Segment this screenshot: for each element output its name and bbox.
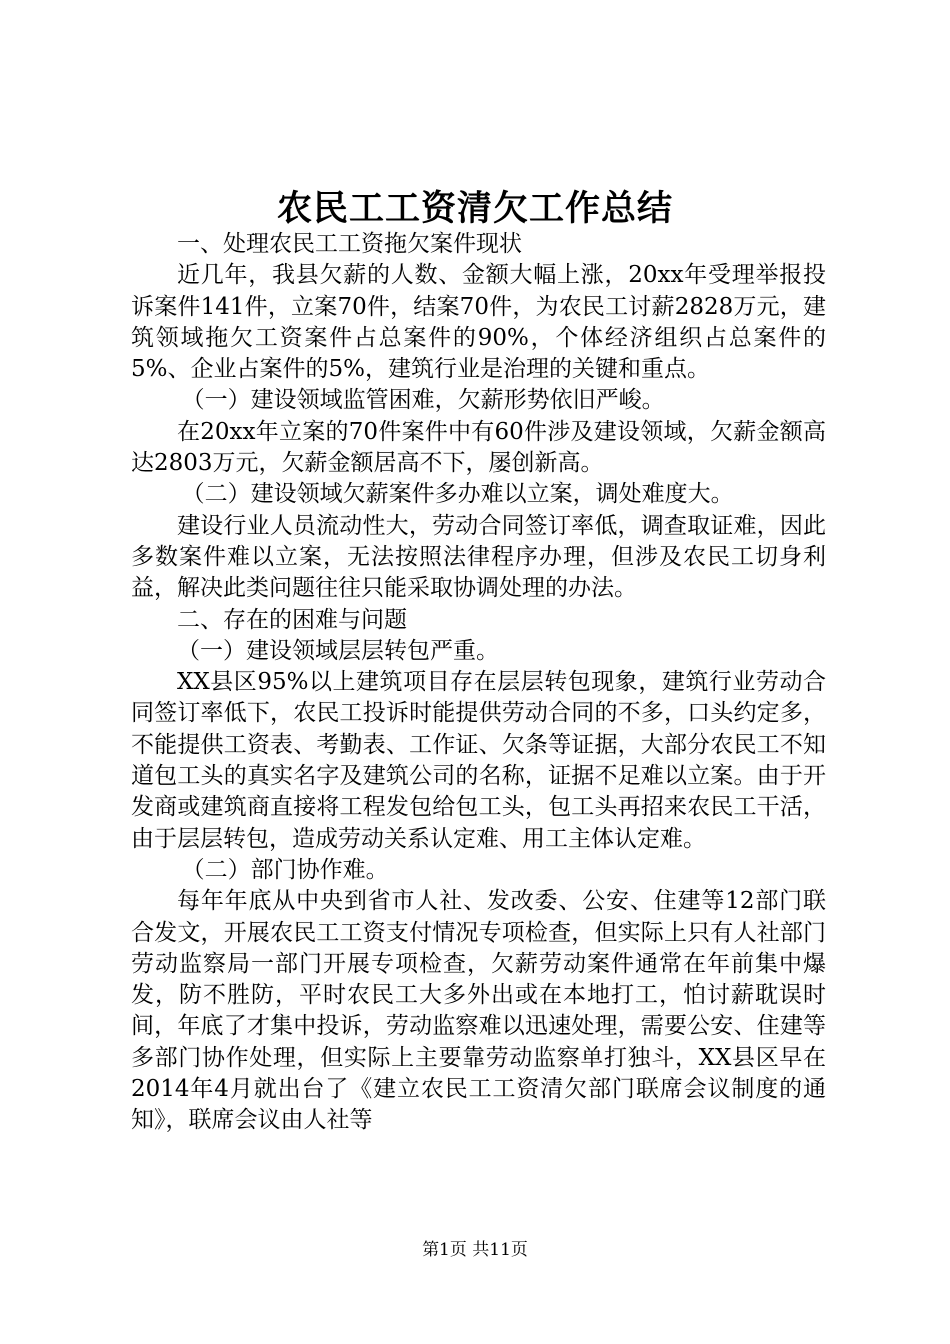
page-number-footer: 第1页 共11页 bbox=[422, 1240, 528, 1260]
document-body bbox=[131, 229, 826, 1137]
subsection-heading: （一）建设领域监管困难，欠薪形势依旧严峻。 bbox=[181, 387, 665, 414]
body-paragraph: XX县区95%以上建筑项目存在层层转包现象，建筑行业劳动合同签订率低下，农民工投诉时能提供劳动合同的不多，口头约定多，不能提供工资表、考勤表、工作证、欠条等证据，大部分农民工不知道包工头的真实名字及建筑公司的名称，证据不足难以立案。由于开发商或建筑商直接将工程发包给包工头，包工头再招来农民工干活，由于层层转包，造成劳动关系认定难、用工主体认定难。 bbox=[131, 669, 826, 852]
subsection-heading: （一）建设领域层层转包严重。 bbox=[177, 637, 499, 664]
body-paragraph: 近几年，我县欠薪的人数、金额大幅上涨，20xx年受理举报投诉案件141件，立案70件，结案70件，为农民工讨薪2828万元，建筑领域拖欠工资案件占总案件的90%，个体经济组织占总案件的5%、企业占案件的5%，建筑行业是治理的关键和重点。 bbox=[131, 262, 826, 383]
document-title: 农民工工资清欠工作总结 bbox=[276, 188, 673, 229]
section-heading: 二、存在的困难与问题 bbox=[177, 606, 407, 633]
subsection-heading: （二）建设领域欠薪案件多办难以立案，调处难度大。 bbox=[181, 481, 734, 508]
section-heading: 一、处理农民工工资拖欠案件现状 bbox=[177, 231, 522, 257]
subsection-heading: （二）部门协作难。 bbox=[181, 856, 389, 883]
body-paragraph: 建设行业人员流动性大，劳动合同签订率低，调查取证难，因此多数案件难以立案，无法按照法律程序办理，但涉及农民工切身利益，解决此类问题往往只能采取协调处理的办法。 bbox=[131, 512, 826, 602]
body-paragraph: 每年年底从中央到省市人社、发改委、公安、住建等12部门联合发文，开展农民工工资支付情况专项检查，但实际上只有人社部门劳动监察局一部门开展专项检查，欠薪劳动案件通常在年前集中爆发，防不胜防，平时农民工大多外出或在本地打工，怕讨薪耽误时间，年底了才集中投诉，劳动监察难以迅速处理，需要公安、住建等多部门协作处理，但实际上主要靠劳动监察单打独斗，XX县区早在2014年4月就出台了《建立农民工工资清欠部门联席会议制度的通知》，联席会议由人社等 bbox=[131, 888, 826, 1134]
body-paragraph: 在20xx年立案的70件案件中有60件涉及建设领域，欠薪金额高达2803万元，欠薪金额居高不下，屡创新高。 bbox=[131, 418, 826, 477]
